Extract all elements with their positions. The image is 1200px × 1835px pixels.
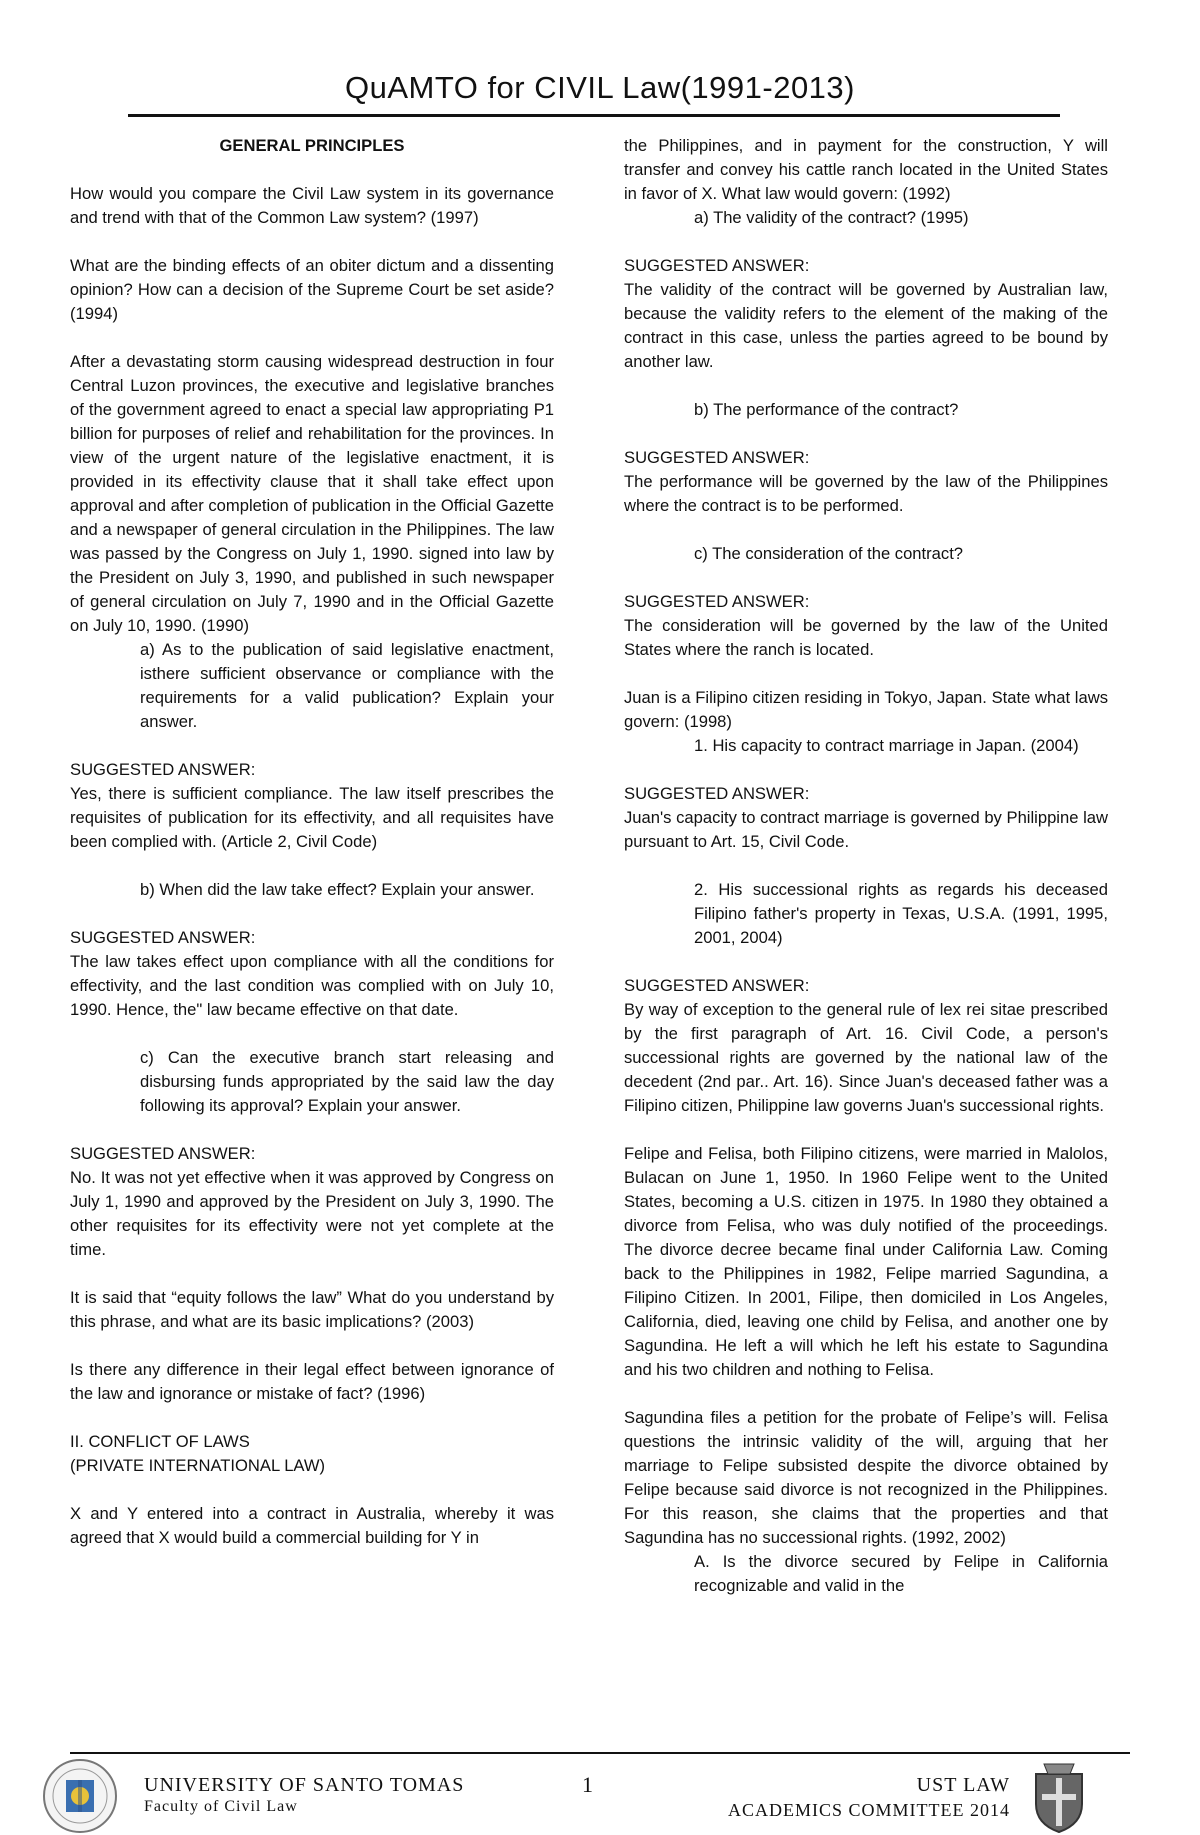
footer-university: UNIVERSITY OF SANTO TOMAS (144, 1774, 465, 1796)
right-column (624, 134, 1108, 1622)
question-paragraph: What are the binding effects of an obiter dictum and a dissenting opinion? How can a decision of the Supreme Court be set aside? (1994) (70, 256, 554, 323)
law-crest-icon (1024, 1760, 1094, 1834)
suggested-answer-label: SUGGESTED ANSWER: (70, 760, 256, 779)
sub-question: a) The validity of the contract? (1995) (694, 208, 969, 227)
answer-paragraph: By way of exception to the general rule of lex rei sitae prescribed by the first paragraph of Art. 16. Civil Code, a person's successional rights are governed by the national law of the decedent (2nd par.. Art. 16). Since Juan's deceased father was a Filipino citizen, Philippine law governs Juan's successional rights. (624, 1000, 1108, 1115)
sub-question: c) The consideration of the contract? (694, 544, 964, 563)
answer-paragraph: Yes, there is sufficient compliance. The law itself prescribes the requisites of publication for its effectivity, and all requisites have been complied with. (Article 2, Civil Code) (70, 784, 554, 851)
section-heading: GENERAL PRINCIPLES (219, 136, 405, 155)
suggested-answer-label: SUGGESTED ANSWER: (624, 448, 810, 467)
ust-seal-icon (42, 1758, 118, 1834)
question-paragraph: Juan is a Filipino citizen residing in Tokyo, Japan. State what laws govern: (1998) (624, 688, 1108, 731)
answer-paragraph: No. It was not yet effective when it was approved by Congress on July 1, 1990 and approved by the President on July 3, 1990. The other requisites for its effectivity were not yet complete at the time. (70, 1168, 554, 1259)
footer-committee: ACADEMICS COMMITTEE 2014 (727, 1800, 1010, 1820)
answer-paragraph: The law takes effect upon compliance with all the conditions for effectivity, and the last condition was complied with on July 10, 1990. Hence, the" law became effective on that date. (70, 952, 554, 1019)
answer-paragraph: The performance will be governed by the law of the Philippines where the contract is to be performed. (624, 472, 1108, 515)
suggested-answer-label: SUGGESTED ANSWER: (624, 976, 810, 995)
suggested-answer-label: SUGGESTED ANSWER: (70, 1144, 256, 1163)
sub-question: 2. His successional rights as regards his deceased Filipino father's property in Texas, U.S.A. (1991, 1995, 2001, 2004) (694, 880, 1108, 947)
suggested-answer-label: SUGGESTED ANSWER: (70, 928, 256, 947)
footer-faculty: Faculty of Civil Law (144, 1798, 298, 1815)
question-paragraph: After a devastating storm causing widespread destruction in four Central Luzon provinces, the executive and legislative branches of the government agreed to enact a special law appropriating P1 billion for purposes of relief and rehabilitation for the provinces. In view of the urgent nature of the legislative enactment, it is provided in its effectivity clause that it shall take effect upon approval and after completion of publication in the Official Gazette and a newspaper of general circulation in the Philippines. The law was passed by the Congress on July 1, 1990. signed into law by the President on July 3, 1990, and published in such newspaper of general circulation on July 7, 1990 and in the Official Gazette on July 10, 1990. (1990) (70, 352, 554, 635)
suggested-answer-label: SUGGESTED ANSWER: (624, 784, 810, 803)
suggested-answer-label: SUGGESTED ANSWER: (624, 256, 810, 275)
sub-question: A. Is the divorce secured by Felipe in California recognizable and valid in the (694, 1552, 1108, 1595)
sub-question: b) The performance of the contract? (694, 400, 959, 419)
header-rule (128, 114, 1060, 117)
question-paragraph: Is there any difference in their legal effect between ignorance of the law and ignorance or mistake of fact? (1996) (70, 1360, 554, 1403)
sub-question: b) When did the law take effect? Explain your answer. (140, 880, 535, 899)
left-column (70, 134, 554, 1574)
footer-rule (70, 1752, 1130, 1754)
sub-question: 1. His capacity to contract marriage in Japan. (2004) (694, 736, 1079, 755)
answer-paragraph: Juan's capacity to contract marriage is governed by Philippine law pursuant to Art. 15, Civil Code. (624, 808, 1108, 851)
section-title: II. CONFLICT OF LAWS (70, 1432, 250, 1451)
question-paragraph: How would you compare the Civil Law system in its governance and trend with that of the Common Law system? (1997) (70, 184, 554, 227)
answer-paragraph: The consideration will be governed by the law of the United States where the ranch is located. (624, 616, 1108, 659)
section-subtitle: (PRIVATE INTERNATIONAL LAW) (70, 1456, 326, 1475)
footer-ust-law: UST LAW (916, 1774, 1010, 1796)
page-number: 1 (582, 1772, 593, 1797)
question-paragraph: Felipe and Felisa, both Filipino citizens, were married in Malolos, Bulacan on June 1, 1950. In 1960 Felipe went to the United States, becoming a U.S. citizen in 1975. In 1980 they obtained a divorce from Felisa, who was duly notified of the proceedings. The divorce decree became final under California Law. Coming back to the Philippines in 1982, Felipe married Sagundina, a Filipino Citizen. In 2001, Filipe, then domiciled in Los Angeles, California, died, leaving one child by Felisa, and another one by Sagundina. He left a will which he left his estate to Sagundina and his two children and nothing to Felisa. (624, 1144, 1108, 1379)
page-title: QuAMTO for CIVIL Law(1991-2013) (344, 70, 855, 105)
question-paragraph: the Philippines, and in payment for the construction, Y will transfer and convey his cattle ranch located in the United States in favor of X. What law would govern: (1992) (624, 136, 1108, 203)
question-paragraph: It is said that “equity follows the law” What do you understand by this phrase, and what are its basic implications? (2003) (70, 1288, 554, 1331)
suggested-answer-label: SUGGESTED ANSWER: (624, 592, 810, 611)
question-paragraph: X and Y entered into a contract in Australia, whereby it was agreed that X would build a commercial building for Y in (70, 1504, 554, 1547)
sub-question: c) Can the executive branch start releasing and disbursing funds appropriated by the said law the day following its approval? Explain your answer. (140, 1048, 554, 1115)
answer-paragraph: The validity of the contract will be governed by Australian law, because the validity refers to the element of the making of the contract in this case, unless the parties agreed to be bound by another law. (624, 280, 1108, 371)
question-paragraph: Sagundina files a petition for the probate of Felipe’s will. Felisa questions the intrinsic validity of the will, arguing that her marriage to Felipe subsisted despite the divorce obtained by Felipe because said divorce is not recognized in the Philippines. For this reason, she claims that the properties and that Sagundina has no successional rights. (1992, 2002) (624, 1408, 1108, 1547)
sub-question: a) As to the publication of said legislative enactment, isthere sufficient observance or compliance with the requirements for a valid publication? Explain your answer. (140, 640, 554, 731)
